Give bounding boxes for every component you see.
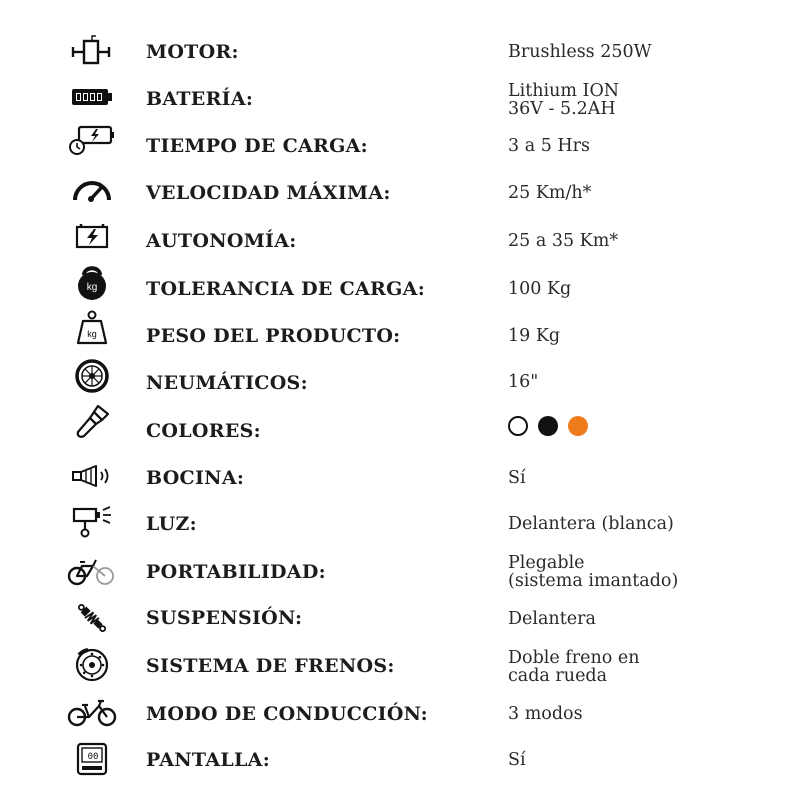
spec-label: NEUMÁTICOS: bbox=[146, 372, 308, 394]
spec-value: 25 a 35 Km* bbox=[508, 231, 619, 251]
spec-label: MOTOR: bbox=[146, 41, 239, 63]
charging-time-icon bbox=[64, 123, 120, 157]
headlight-icon bbox=[64, 505, 120, 539]
spec-value: Sí bbox=[508, 468, 526, 488]
motor-icon bbox=[64, 34, 120, 70]
spec-label: LUZ: bbox=[146, 513, 197, 535]
spec-label: BOCINA: bbox=[146, 467, 245, 489]
disc-brake-icon bbox=[64, 647, 120, 683]
battery-charge-icon bbox=[64, 221, 120, 251]
display-icon bbox=[64, 742, 120, 776]
kettlebell-icon bbox=[64, 262, 120, 302]
spec-value: 3 a 5 Hrs bbox=[508, 136, 590, 156]
spec-value: 19 Kg bbox=[508, 326, 561, 346]
spec-label: SISTEMA DE FRENOS: bbox=[146, 655, 395, 677]
spec-value: 3 modos bbox=[508, 704, 583, 724]
battery-icon bbox=[64, 85, 120, 109]
spec-label: COLORES: bbox=[146, 420, 261, 442]
weight-icon bbox=[64, 309, 120, 347]
spec-value: 100 Kg bbox=[508, 279, 572, 299]
color-swatch-white[interactable] bbox=[508, 416, 528, 436]
tire-icon bbox=[64, 358, 120, 394]
color-swatches bbox=[508, 416, 588, 436]
spec-label: PORTABILIDAD: bbox=[146, 561, 326, 583]
spec-value: Plegable (sistema imantado) bbox=[508, 553, 679, 591]
spec-value: Brushless 250W bbox=[508, 42, 652, 62]
spec-value: Delantera (blanca) bbox=[508, 514, 674, 534]
spec-label: TOLERANCIA DE CARGA: bbox=[146, 278, 426, 300]
spec-value: Delantera bbox=[508, 609, 596, 629]
spec-value: 16" bbox=[508, 372, 539, 392]
suspension-icon bbox=[64, 600, 120, 636]
spec-label: TIEMPO DE CARGA: bbox=[146, 135, 369, 157]
spec-label: BATERÍA: bbox=[146, 88, 254, 110]
color-swatch-black[interactable] bbox=[538, 416, 558, 436]
spec-label: PANTALLA: bbox=[146, 749, 271, 771]
spec-value: Lithium ION 36V - 5.2AH bbox=[508, 81, 620, 119]
spec-label: MODO DE CONDUCCIÓN: bbox=[146, 703, 428, 725]
spec-value: Doble freno en cada rueda bbox=[508, 648, 640, 686]
spec-label: PESO DEL PRODUCTO: bbox=[146, 325, 401, 347]
spec-label: VELOCIDAD MÁXIMA: bbox=[146, 182, 391, 204]
spec-label: SUSPENSIÓN: bbox=[146, 607, 303, 629]
svg-text:kg: kg bbox=[87, 329, 97, 339]
folding-bike-icon bbox=[64, 557, 120, 587]
svg-text:00: 00 bbox=[87, 752, 99, 762]
spec-label: AUTONOMÍA: bbox=[146, 230, 297, 252]
spec-value: Sí bbox=[508, 750, 526, 770]
spec-value: 25 Km/h* bbox=[508, 183, 592, 203]
svg-text:kg: kg bbox=[86, 282, 98, 293]
paint-brush-icon bbox=[64, 402, 120, 442]
color-swatch-orange[interactable] bbox=[568, 416, 588, 436]
horn-icon bbox=[64, 463, 120, 489]
bike-icon bbox=[64, 698, 120, 728]
speedometer-icon bbox=[64, 176, 120, 204]
